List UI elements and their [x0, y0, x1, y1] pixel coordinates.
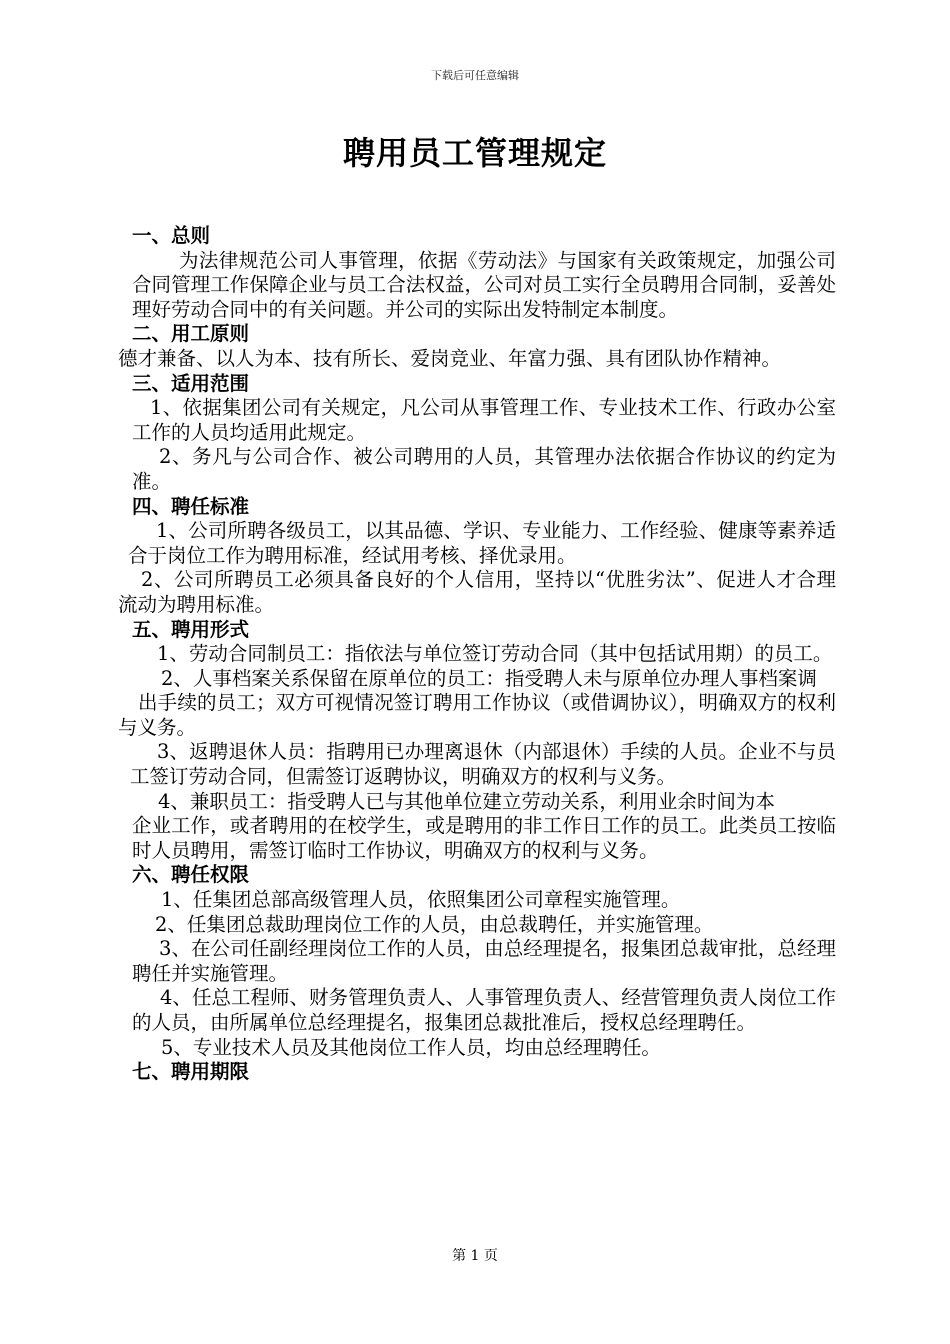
paragraph: 出手续的员工；双方可视情况签订聘用工作协议（或借调协议），明确双方的权利与义务。: [118, 691, 836, 739]
paragraph: 1、公司所聘各级员工，以其品德、学识、专业能力、工作经验、健康等素养适合于岗位工作为聘用标准，经试用考核、择优录用。: [128, 519, 836, 567]
document-body: [118, 224, 836, 1085]
paragraph: 2、公司所聘员工必须具备良好的个人信用，坚持以“优胜劣汰”、促进人才合理流动为聘用标准。: [118, 568, 836, 616]
section-heading: 一、总则: [132, 224, 211, 247]
section-heading: 五、聘用形式: [132, 617, 250, 641]
paragraph: 4、兼职员工：指受聘人已与其他单位建立劳动关系，利用业余时间为本: [158, 789, 775, 813]
paragraph: 1、依据集团公司有关规定，凡公司从事管理工作、专业技术工作、行政办公室工作的人员均适用此规定。: [132, 396, 836, 444]
page-title: 聘用员工管理规定: [342, 134, 607, 172]
paragraph: 2、务凡与公司合作、被公司聘用的人员，其管理办法依据合作协议的约定为准。: [132, 445, 836, 493]
paragraph: 为法律规范公司人事管理，依据《劳动法》与国家有关政策规定，加强公司合同管理工作保障企业与员工合法权益，公司对员工实行全员聘用合同制，妥善处理好劳动合同中的有关问题。并公司的实际出发特制定本制度。: [132, 248, 836, 321]
paragraph: 德才兼备、以人为本、技有所长、爱岗竞业、年富力强、具有团队协作精神。: [118, 346, 782, 370]
section-heading: 四、聘任标准: [132, 494, 250, 518]
paragraph: 3、返聘退休人员：指聘用已办理离退休（内部退休）手续的人员。企业不与员工签订劳动合同，但需签订返聘协议，明确双方的权利与义务。: [130, 740, 836, 789]
paragraph: 1、劳动合同制员工：指依法与单位签订劳动合同（其中包括试用期）的员工。: [157, 642, 833, 666]
section-heading: 二、用工原则: [132, 322, 250, 346]
page-header-note: 下载后可任意编辑: [431, 69, 519, 82]
section-heading: 六、聘任权限: [132, 863, 250, 887]
paragraph: 2、任集团总裁助理岗位工作的人员，由总裁聘任，并实施管理。: [155, 912, 714, 936]
paragraph: 企业工作，或者聘用的在校学生，或是聘用的非工作日工作的员工。此类员工按临时人员聘用，需签订临时工作协议，明确双方的权利与义务。: [132, 814, 836, 862]
page-number: 第 1 页: [452, 1248, 498, 1264]
section-heading: 七、聘用期限: [132, 1060, 250, 1084]
paragraph: 3、在公司任副经理岗位工作的人员，由总经理提名，报集团总裁审批，总经理聘任并实施管理。: [132, 937, 836, 985]
paragraph: 2、人事档案关系保留在原单位的员工：指受聘人未与原单位办理人事档案调: [161, 666, 817, 690]
paragraph: 4、任总工程师、财务管理负责人、人事管理负责人、经营管理负责人岗位工作的人员，由所属单位总经理提名，报集团总裁批准后，授权总经理聘任。: [132, 986, 836, 1034]
paragraph: 1、任集团总部高级管理人员，依照集团公司章程实施管理。: [161, 888, 681, 912]
section-heading: 三、适用范围: [132, 371, 250, 395]
paragraph: 5、专业技术人员及其他岗位工作人员，均由总经理聘任。: [161, 1035, 661, 1059]
